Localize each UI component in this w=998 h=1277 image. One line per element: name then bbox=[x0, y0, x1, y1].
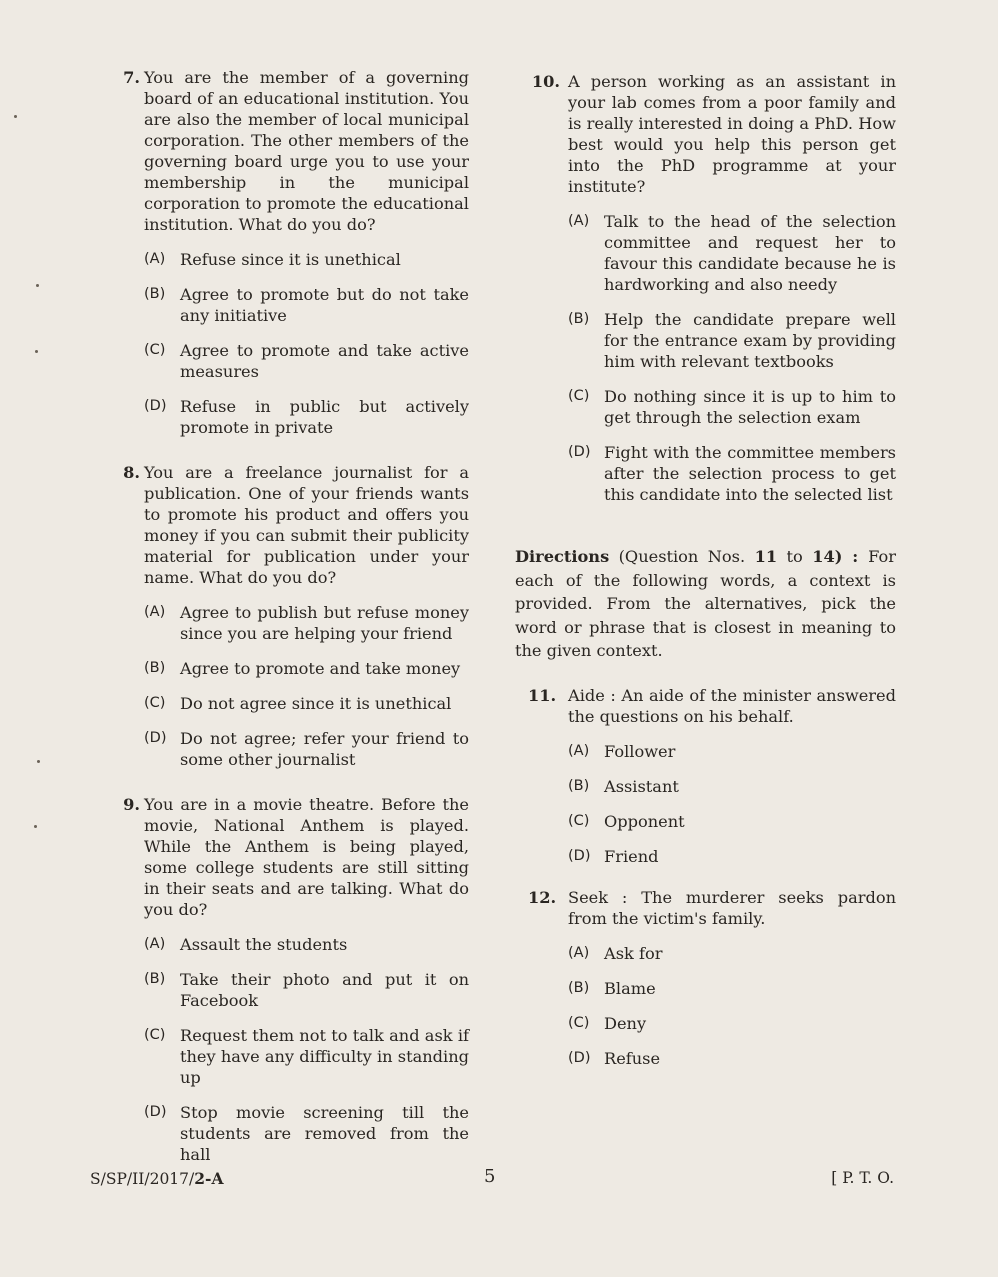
option-b bbox=[144, 658, 469, 679]
option-label: (A) bbox=[568, 944, 590, 961]
option-c bbox=[144, 693, 469, 714]
option-label: (C) bbox=[144, 342, 166, 358]
option-text: Opponent bbox=[604, 811, 685, 831]
directions-text: For each of the following words, a context is provided. From the alternatives, pick the word or phrase that is closest in meaning to the given context. bbox=[515, 547, 897, 660]
option-label: (D) bbox=[144, 1104, 167, 1120]
right-column bbox=[515, 71, 897, 1089]
question-text: You are in a movie theatre. Before the movie, National Anthem is played. While the Anthem is being played, some college students are still sitting in their seats and are talking. What do you do? bbox=[144, 795, 469, 919]
option-text: Agree to promote and take active measures bbox=[180, 341, 469, 381]
option-text: Talk to the head of the selection committee and request her to favour this candidate because he is hardworking and also needy bbox=[604, 212, 896, 294]
option-label: (C) bbox=[144, 695, 166, 711]
option-label: (B) bbox=[144, 660, 166, 676]
option-c bbox=[568, 811, 896, 832]
option-text: Assault the students bbox=[180, 935, 348, 954]
option-text: Agree to publish but refuse money since you are helping your friend bbox=[180, 603, 469, 643]
option-label: (B) bbox=[568, 979, 590, 996]
option-d bbox=[568, 1048, 896, 1069]
scan-speck bbox=[37, 760, 40, 763]
option-text: Help the candidate prepare well for the entrance exam by providing him with relevant textbooks bbox=[604, 310, 896, 371]
option-c bbox=[568, 1013, 896, 1034]
page-number: 5 bbox=[484, 1166, 496, 1187]
directions-colon: : bbox=[842, 547, 869, 566]
question-text: A person working as an assistant in your lab comes from a poor family and is really interested in doing a PhD. How best would you help this person get into the PhD programme at your institute? bbox=[568, 72, 896, 196]
option-text: Refuse bbox=[604, 1048, 661, 1068]
option-text: Take their photo and put it on Facebook bbox=[180, 970, 469, 1010]
exam-code-suffix: 2-A bbox=[194, 1169, 224, 1188]
question-number: 12. bbox=[528, 887, 557, 907]
option-label: (B) bbox=[144, 971, 166, 987]
question-7 bbox=[112, 67, 469, 438]
question-number: 8. bbox=[123, 463, 140, 482]
options-list bbox=[144, 249, 469, 438]
option-d bbox=[144, 1102, 469, 1165]
option-label: (D) bbox=[568, 847, 591, 864]
option-label: (D) bbox=[144, 398, 167, 414]
question-number: 9. bbox=[123, 795, 140, 814]
option-text: Agree to promote but do not take any initiative bbox=[180, 285, 469, 325]
option-label: (A) bbox=[568, 213, 590, 229]
option-a bbox=[568, 211, 896, 295]
option-label: (C) bbox=[144, 1027, 166, 1043]
options-list bbox=[568, 943, 896, 1069]
option-a bbox=[568, 741, 896, 762]
option-a bbox=[144, 602, 469, 644]
scan-speck bbox=[14, 115, 17, 118]
option-d bbox=[144, 396, 469, 438]
option-a bbox=[144, 934, 469, 955]
option-label: (A) bbox=[144, 604, 166, 620]
directions-to: 14) bbox=[812, 547, 843, 566]
directions-lead: Directions bbox=[515, 547, 610, 566]
page-footer bbox=[0, 1168, 998, 1194]
option-text: Assistant bbox=[604, 776, 679, 796]
question-number: 10. bbox=[531, 72, 560, 91]
option-a bbox=[144, 249, 469, 270]
please-turn-over: [ P. T. O. bbox=[831, 1169, 894, 1187]
option-b bbox=[568, 309, 896, 372]
option-label: (D) bbox=[144, 730, 167, 746]
option-label: (D) bbox=[568, 444, 591, 460]
option-label: (B) bbox=[568, 311, 590, 327]
question-11 bbox=[528, 685, 896, 867]
option-b bbox=[144, 284, 469, 326]
option-c bbox=[144, 1025, 469, 1088]
option-a bbox=[568, 943, 896, 964]
question-9 bbox=[112, 794, 469, 1165]
option-label: (C) bbox=[568, 388, 590, 404]
scan-speck bbox=[36, 284, 39, 287]
option-text: Follower bbox=[604, 741, 676, 761]
option-d bbox=[144, 728, 469, 770]
question-text: Aide : An aide of the minister answered the questions on his behalf. bbox=[568, 685, 896, 726]
directions-to-word: to bbox=[777, 547, 813, 566]
option-label: (B) bbox=[568, 777, 590, 794]
option-label: (C) bbox=[568, 812, 590, 829]
option-text: Stop movie screening till the students are removed from the hall bbox=[180, 1103, 469, 1164]
option-text: Do nothing since it is up to him to get through the selection exam bbox=[604, 387, 896, 427]
question-8 bbox=[112, 462, 469, 770]
option-text: Refuse since it is unethical bbox=[180, 250, 401, 269]
options-list bbox=[568, 211, 896, 505]
exam-code bbox=[90, 1168, 224, 1190]
option-d bbox=[568, 442, 896, 505]
option-text: Do not agree since it is unethical bbox=[180, 694, 452, 713]
option-label: (A) bbox=[144, 251, 166, 267]
option-d bbox=[568, 846, 896, 867]
question-text: You are a freelance journalist for a publication. One of your friends wants to promote his product and offers you money if you can submit their publicity material for publication under your name. What do you do? bbox=[144, 463, 469, 587]
option-text: Do not agree; refer your friend to some other journalist bbox=[180, 729, 469, 769]
question-number: 7. bbox=[123, 68, 140, 87]
option-b bbox=[144, 969, 469, 1011]
scan-speck bbox=[35, 350, 38, 353]
left-column bbox=[112, 67, 469, 1189]
option-text: Deny bbox=[604, 1013, 647, 1033]
option-text: Friend bbox=[604, 846, 659, 866]
question-12 bbox=[528, 887, 896, 1069]
option-text: Request them not to talk and ask if they have any difficulty in standing up bbox=[180, 1026, 469, 1087]
option-text: Ask for bbox=[604, 943, 663, 963]
directions-from: 11 bbox=[754, 547, 778, 566]
question-text: You are the member of a governing board of an educational institution. You are also the member of local municipal corporation. The other members of the governing board urge you to use your membership in the municipal corporation to promote the educational institution. What do you do? bbox=[144, 68, 469, 234]
options-list bbox=[144, 602, 469, 770]
question-text: Seek : The murderer seeks pardon from the victim's family. bbox=[568, 887, 896, 928]
option-text: Blame bbox=[604, 978, 656, 998]
options-list bbox=[144, 934, 469, 1165]
scan-speck bbox=[34, 825, 37, 828]
option-text: Agree to promote and take money bbox=[180, 659, 461, 678]
options-list bbox=[568, 741, 896, 867]
directions-part: (Question Nos. bbox=[609, 547, 755, 566]
directions-paragraph bbox=[515, 545, 896, 663]
question-number: 11. bbox=[528, 685, 557, 705]
option-text: Refuse in public but actively promote in private bbox=[180, 397, 469, 437]
option-text: Fight with the committee members after the selection process to get this candidate into the selected list bbox=[604, 443, 896, 504]
option-label: (D) bbox=[568, 1049, 591, 1066]
option-label: (A) bbox=[568, 742, 590, 759]
option-c bbox=[144, 340, 469, 382]
option-label: (A) bbox=[144, 936, 166, 952]
question-10 bbox=[528, 71, 896, 505]
option-b bbox=[568, 776, 896, 797]
option-label: (B) bbox=[144, 286, 166, 302]
option-b bbox=[568, 978, 896, 999]
option-c bbox=[568, 386, 896, 428]
exam-code-prefix: S/SP/II/2017/ bbox=[90, 1170, 195, 1188]
option-label: (C) bbox=[568, 1014, 590, 1031]
